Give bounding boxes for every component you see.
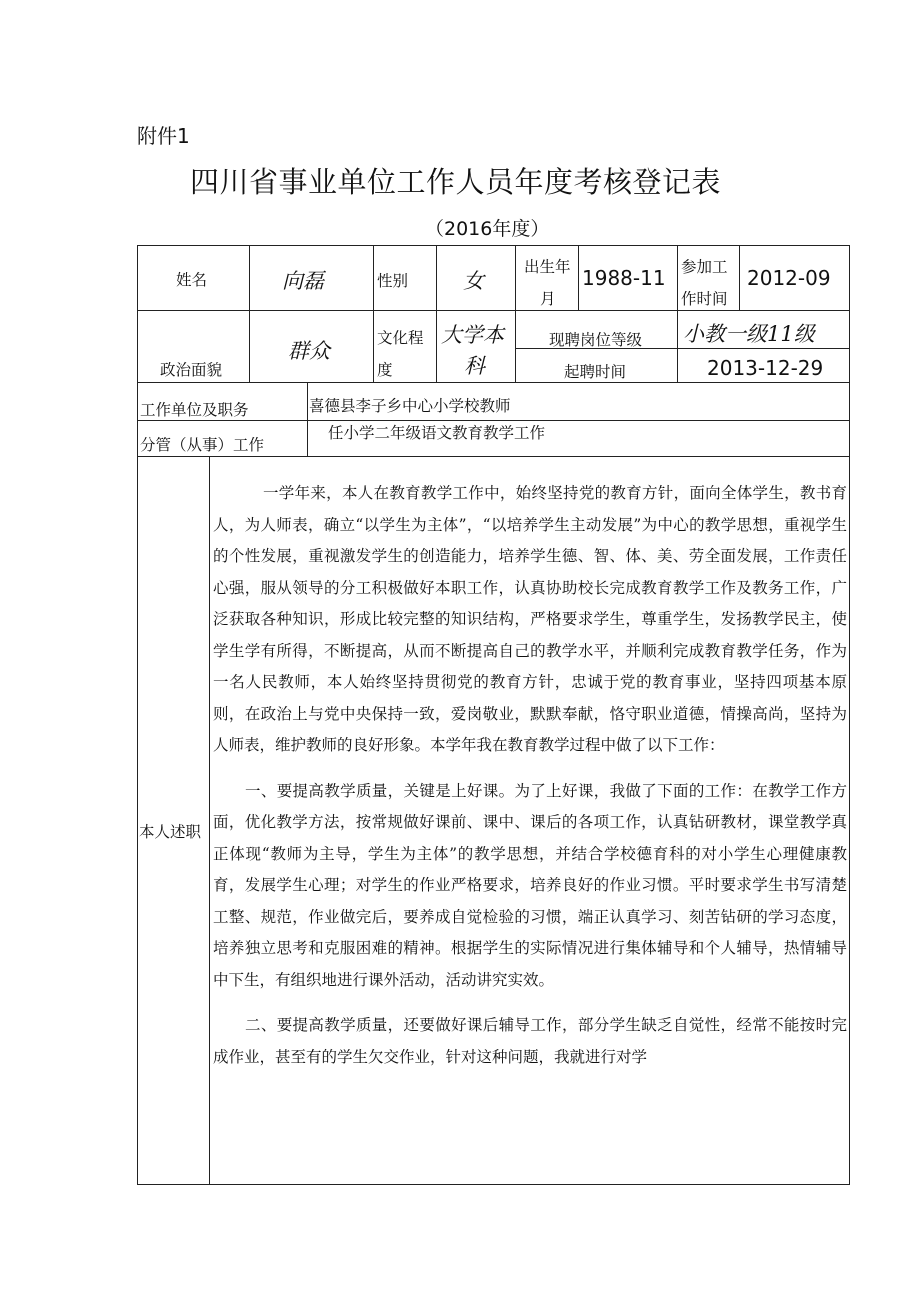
report-paragraph: 一、要提高教学质量，关键是上好课。为了上好课，我做了下面的工作：在教学工作方面，优化教学方法，按常规做好课前、课中、课后的各项工作，认真钻研教材，课堂教学真正体现“教师为主导，学生为主体”的教学思想，并结合学校德育科的对小学生心理健康教育，发展学生心理；对学生的作业严格要求，培养良好的作业习惯。平时要求学生书写清楚工整、规范，作业做完后，要养成自觉检验的习惯，端正认真学习、刻苦钻研的学习态度，培养独立思考和克服困难的精神。根据学生的实际情况进行集体辅导和个人辅导，热情辅导中下生，有组织地进行课外活动，活动讲究实效。 [213, 781, 847, 989]
table-rule [515, 245, 516, 382]
work-start-label-cont: 作时间 [681, 290, 728, 308]
table-rule [137, 456, 849, 457]
gender-label: 性别 [377, 272, 409, 290]
table-rule [137, 382, 849, 383]
table-rule [436, 245, 437, 382]
table-rule [373, 245, 374, 382]
duty-label: 分管（从事）工作 [140, 436, 265, 454]
education-value-cont: 科 [464, 354, 485, 378]
duty-value: 任小学二年级语文教育教学工作 [328, 424, 546, 442]
table-rule [677, 245, 678, 382]
birth-label-cont: 月 [540, 290, 556, 308]
table-rule [307, 382, 308, 456]
table-border-left [137, 245, 138, 1185]
education-label-cont: 度 [377, 361, 393, 379]
birth-value: 1988-11 [582, 266, 666, 290]
table-border-bottom [137, 1184, 849, 1185]
report-label: 本人述职 [139, 823, 202, 841]
political-value: 群众 [288, 339, 330, 363]
work-start-value: 2012-09 [747, 266, 831, 290]
hire-date-label: 起聘时间 [564, 363, 627, 381]
education-value: 大学本 [441, 323, 504, 347]
education-label: 文化程 [377, 329, 424, 347]
table-rule [249, 245, 250, 382]
work-start-label: 参加工 [681, 258, 728, 276]
birth-label: 出生年 [524, 258, 571, 276]
report-paragraph: 一学年来，本人在教育教学工作中，始终坚持党的教育方针，面向全体学生，教书育人，为人师表，确立“以学生为主体”，“以培养学生主动发展”为中心的教学思想，重视学生的个性发展，重视激发学生的创造能力，培养学生德、智、体、美、劳全面发展，工作责任心强，服从领导的分工积极做好本职工作，认真协助校长完成教育教学工作及教务工作，广泛获取各种知识，形成比较完整的知识结构，严格要求学生，尊重学生，发扬教学民主，使学生学有所得，不断提高，从而不断提高自己的教学水平，并顺利完成教育教学任务，作为一名人民教师，本人始终坚持贯彻党的教育方针，忠诚于党的教育事业，坚持四项基本原则，在政治上与党中央保持一致，爱岗敬业，默默奉献，恪守职业道德，情操高尚，坚持为人师表，维护教师的良好形象。本学年我在教育教学过程中做了以下工作： [213, 484, 847, 754]
political-label: 政治面貌 [160, 361, 223, 379]
attachment-label: 附件1 [137, 124, 190, 148]
table-rule [578, 245, 579, 310]
form-title: 四川省事业单位工作人员年度考核登记表 [190, 165, 722, 199]
table-border-right [849, 245, 850, 1185]
unit-label: 工作单位及职务 [140, 401, 249, 419]
table-rule [209, 456, 210, 1184]
name-label: 姓名 [176, 271, 208, 289]
report-paragraph: 二、要提高教学质量，还要做好课后辅导工作，部分学生缺乏自觉性，经常不能按时完成作业，甚至有的学生欠交作业，针对这种问题，我就进行对学 [213, 1016, 847, 1066]
unit-value: 喜德县李子乡中心小学校教师 [309, 397, 511, 415]
report-body [213, 478, 847, 1073]
table-border-top [137, 245, 849, 246]
form-year: （2016年度） [425, 218, 550, 240]
table-rule [739, 245, 740, 310]
post-level-value: 小教一级11级 [683, 322, 815, 346]
post-level-label: 现聘岗位等级 [549, 331, 643, 349]
name-value: 向磊 [282, 269, 324, 293]
hire-date-value: 2013-12-29 [707, 356, 824, 380]
table-rule [137, 310, 849, 311]
gender-value: 女 [463, 269, 484, 293]
